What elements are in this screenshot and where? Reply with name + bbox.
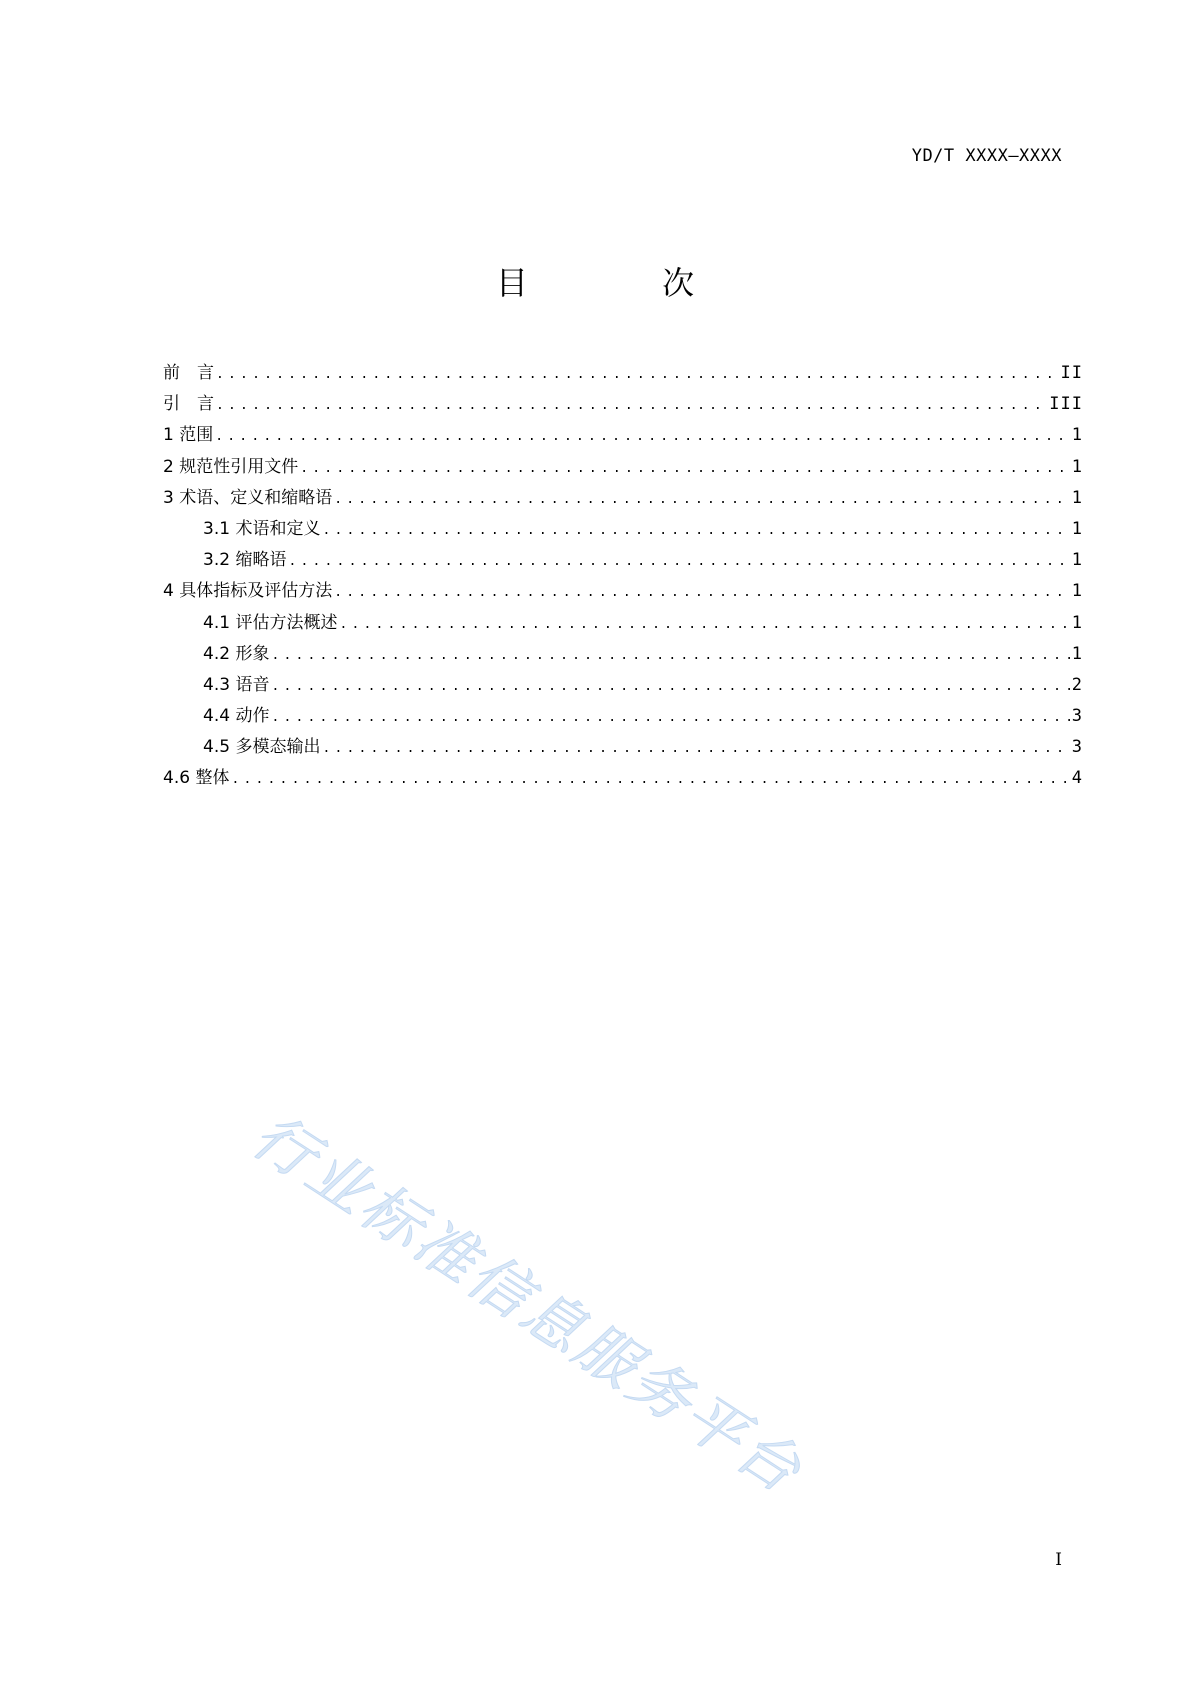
toc-leader-dots xyxy=(322,741,1069,756)
toc-entry-label: 4.1 评估方法概述 xyxy=(203,612,338,633)
toc-entry-methods-overview[interactable] xyxy=(163,608,1083,639)
toc-leader-dots xyxy=(300,461,1070,476)
toc-entry-label: 4.6 整体 xyxy=(163,768,230,789)
toc-entry-motion[interactable] xyxy=(163,701,1083,732)
toc-entry-page: III xyxy=(1049,394,1083,415)
toc-leader-dots xyxy=(288,554,1069,569)
toc-leader-dots xyxy=(322,523,1069,538)
toc-entry-terms-definitions-abbreviations[interactable] xyxy=(163,483,1083,514)
toc-entry-label: 3.1 术语和定义 xyxy=(203,518,321,539)
toc-leader-dots xyxy=(334,585,1070,600)
toc-entry-multimodal-output[interactable] xyxy=(163,732,1083,763)
toc-leader-dots xyxy=(334,492,1070,507)
toc-leader-dots xyxy=(216,398,1047,413)
toc-entry-voice[interactable] xyxy=(163,670,1083,701)
toc-entry-overall[interactable] xyxy=(163,763,1083,794)
toc-entry-page: II xyxy=(1060,363,1083,383)
toc-entry-foreword[interactable] xyxy=(163,358,1083,389)
toc-entry-label: 引 言 xyxy=(163,394,214,415)
toc-entry-page: 3 xyxy=(1071,737,1083,758)
toc-entry-label: 4.2 形象 xyxy=(203,643,270,664)
toc-leader-dots xyxy=(216,367,1059,382)
toc-entry-scope[interactable] xyxy=(163,420,1083,451)
toc-leader-dots xyxy=(339,617,1069,632)
toc-entry-terms-definitions[interactable] xyxy=(163,514,1083,545)
toc-entry-page: 1 xyxy=(1071,518,1083,539)
toc-entry-introduction[interactable] xyxy=(163,389,1083,420)
toc-entry-label: 1 范围 xyxy=(163,425,214,446)
table-of-contents xyxy=(163,358,1083,795)
toc-entry-label: 4.4 动作 xyxy=(203,706,270,727)
page-number: I xyxy=(1055,1550,1062,1570)
watermark: 行业标准信息服务平台 xyxy=(240,1100,816,1509)
toc-leader-dots xyxy=(271,679,1069,694)
toc-entry-page: 1 xyxy=(1071,550,1083,571)
page-title: 目 次 xyxy=(495,264,757,302)
toc-entry-label: 4.3 语音 xyxy=(203,674,270,695)
toc-entry-normative-references[interactable] xyxy=(163,452,1083,483)
toc-entry-page: 1 xyxy=(1071,456,1083,477)
toc-entry-label: 4.5 多模态输出 xyxy=(203,737,321,758)
toc-leader-dots xyxy=(271,710,1069,725)
toc-entry-page: 1 xyxy=(1071,425,1083,446)
document-code: YD/T XXXX—XXXX xyxy=(911,146,1062,166)
toc-entry-label: 4 具体指标及评估方法 xyxy=(163,581,333,602)
toc-entry-label: 2 规范性引用文件 xyxy=(163,456,299,477)
toc-entry-page: 1 xyxy=(1071,487,1083,508)
toc-leader-dots xyxy=(215,429,1070,444)
toc-entry-page: 2 xyxy=(1071,674,1083,695)
toc-entry-abbreviations[interactable] xyxy=(163,545,1083,576)
toc-entry-page: 3 xyxy=(1071,706,1083,727)
toc-entry-page: 1 xyxy=(1071,581,1083,602)
toc-entry-appearance[interactable] xyxy=(163,639,1083,670)
toc-entry-label: 3 术语、定义和缩略语 xyxy=(163,487,333,508)
toc-entry-label: 3.2 缩略语 xyxy=(203,550,287,571)
toc-leader-dots xyxy=(271,648,1069,663)
toc-leader-dots xyxy=(231,772,1069,787)
toc-entry-label: 前 言 xyxy=(163,363,214,383)
toc-entry-page: 4 xyxy=(1071,768,1083,789)
toc-entry-indicators-methods[interactable] xyxy=(163,576,1083,607)
toc-entry-page: 1 xyxy=(1071,612,1083,633)
toc-entry-page: 1 xyxy=(1071,643,1083,664)
